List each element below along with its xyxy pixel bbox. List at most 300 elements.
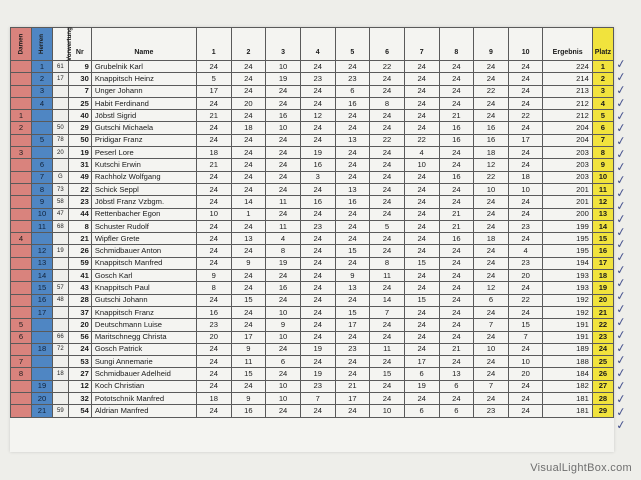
station-1-score-cell: 18 <box>196 393 231 405</box>
name-cell: Schuster Rudolf <box>91 220 196 232</box>
station-10-score-cell: 20 <box>508 270 543 282</box>
vorwertung-cell <box>53 257 69 269</box>
station-9-score-cell: 24 <box>474 356 509 368</box>
vorwertung-cell <box>53 319 69 331</box>
station-4-score-cell: 24 <box>300 85 335 97</box>
station-8-score-cell: 24 <box>439 61 474 73</box>
start-number-cell: 30 <box>68 73 91 85</box>
station-5-score-cell: 15 <box>335 306 370 318</box>
station-3-score-cell: 24 <box>266 270 301 282</box>
ergebnis-cell: 194 <box>543 257 592 269</box>
station-3-score-cell: 24 <box>266 343 301 355</box>
checkmark-icon: ✓ <box>615 146 627 162</box>
name-cell: Knappitsch Manfred <box>91 257 196 269</box>
vorwertung-cell: 57 <box>53 282 69 294</box>
station-3-score-cell: 10 <box>266 306 301 318</box>
station-10-score-cell: 24 <box>508 73 543 85</box>
platz-cell: 27 <box>592 380 613 392</box>
ergebnis-cell: 203 <box>543 171 592 183</box>
station-8-score-cell: 24 <box>439 85 474 97</box>
station-2-score-cell: 24 <box>231 183 266 195</box>
station-10-score-cell: 24 <box>508 61 543 73</box>
station-2-score-cell: 24 <box>231 134 266 146</box>
station-6-score-cell: 24 <box>370 110 405 122</box>
table-row <box>11 356 614 368</box>
ergebnis-cell: 212 <box>543 110 592 122</box>
damen-rank-cell: 4 <box>11 233 32 245</box>
herren-rank-cell <box>32 356 53 368</box>
header-ergebnis: Ergebnis <box>543 28 592 61</box>
station-9-score-cell: 24 <box>474 257 509 269</box>
ergebnis-cell: 182 <box>543 380 592 392</box>
station-4-score-cell: 24 <box>300 282 335 294</box>
start-number-cell: 26 <box>68 245 91 257</box>
station-3-score-cell: 24 <box>266 183 301 195</box>
station-2-score-cell: 24 <box>231 306 266 318</box>
station-2-score-cell: 24 <box>231 282 266 294</box>
station-7-score-cell: 24 <box>404 122 439 134</box>
checkmark-column <box>616 57 640 431</box>
station-1-score-cell: 24 <box>196 183 231 195</box>
station-10-score-cell: 22 <box>508 110 543 122</box>
station-5-score-cell: 9 <box>335 270 370 282</box>
name-cell: Rachholz Wolfgang <box>91 171 196 183</box>
platz-cell: 7 <box>592 134 613 146</box>
station-6-score-cell: 24 <box>370 159 405 171</box>
ergebnis-cell: 195 <box>543 233 592 245</box>
station-10-score-cell: 24 <box>508 97 543 109</box>
checkmark-icon: ✓ <box>615 133 627 149</box>
station-5-score-cell: 24 <box>335 171 370 183</box>
name-cell: Schmidbauer Anton <box>91 245 196 257</box>
station-10-score-cell: 20 <box>508 368 543 380</box>
vorwertung-cell <box>53 306 69 318</box>
vorwertung-cell: 19 <box>53 245 69 257</box>
start-number-cell: 20 <box>68 319 91 331</box>
checkmark-icon: ✓ <box>615 275 627 291</box>
station-3-score-cell: 10 <box>266 122 301 134</box>
vorwertung-cell: 58 <box>53 196 69 208</box>
table-row <box>11 85 614 97</box>
station-8-score-cell: 21 <box>439 208 474 220</box>
herren-rank-cell: 5 <box>32 134 53 146</box>
name-cell: Koch Christian <box>91 380 196 392</box>
station-8-score-cell: 24 <box>439 282 474 294</box>
start-number-cell: 54 <box>68 405 91 417</box>
platz-cell: 19 <box>592 282 613 294</box>
damen-rank-cell: 2 <box>11 122 32 134</box>
station-1-score-cell: 24 <box>196 196 231 208</box>
station-4-score-cell: 24 <box>300 306 335 318</box>
vorwertung-cell <box>53 233 69 245</box>
header-station-6: 6 <box>370 28 405 61</box>
station-9-score-cell: 16 <box>474 122 509 134</box>
header-station-1: 1 <box>196 28 231 61</box>
station-2-score-cell: 16 <box>231 405 266 417</box>
station-3-score-cell: 4 <box>266 233 301 245</box>
station-3-score-cell: 24 <box>266 85 301 97</box>
station-10-score-cell: 24 <box>508 196 543 208</box>
ergebnis-cell: 212 <box>543 97 592 109</box>
station-7-score-cell: 24 <box>404 282 439 294</box>
ergebnis-cell: 201 <box>543 196 592 208</box>
station-4-score-cell: 19 <box>300 368 335 380</box>
station-5-score-cell: 13 <box>335 282 370 294</box>
ergebnis-cell: 193 <box>543 270 592 282</box>
ergebnis-cell: 204 <box>543 122 592 134</box>
station-5-score-cell: 16 <box>335 196 370 208</box>
station-4-score-cell: 24 <box>300 233 335 245</box>
station-2-score-cell: 15 <box>231 368 266 380</box>
vorwertung-cell: 48 <box>53 294 69 306</box>
ergebnis-cell: 191 <box>543 319 592 331</box>
station-1-score-cell: 21 <box>196 110 231 122</box>
station-3-score-cell: 9 <box>266 319 301 331</box>
station-1-score-cell: 5 <box>196 73 231 85</box>
station-3-score-cell: 10 <box>266 393 301 405</box>
header-station-4: 4 <box>300 28 335 61</box>
ergebnis-cell: 201 <box>543 183 592 195</box>
vorwertung-cell: 61 <box>53 61 69 73</box>
station-8-score-cell: 24 <box>439 393 474 405</box>
vorwertung-cell: 59 <box>53 405 69 417</box>
station-3-score-cell: 6 <box>266 356 301 368</box>
station-5-score-cell: 24 <box>335 368 370 380</box>
station-9-score-cell: 24 <box>474 368 509 380</box>
start-number-cell: 12 <box>68 380 91 392</box>
platz-cell: 21 <box>592 306 613 318</box>
checkmark-icon: ✓ <box>615 327 627 343</box>
station-5-score-cell: 24 <box>335 61 370 73</box>
station-10-score-cell: 24 <box>508 380 543 392</box>
station-10-score-cell: 17 <box>508 134 543 146</box>
name-cell: Gutschi Michaela <box>91 122 196 134</box>
ergebnis-cell: 188 <box>543 356 592 368</box>
station-6-score-cell: 7 <box>370 306 405 318</box>
station-2-score-cell: 9 <box>231 257 266 269</box>
name-cell: Jöbstl Franz Vzbgm. <box>91 196 196 208</box>
station-1-score-cell: 17 <box>196 85 231 97</box>
platz-cell: 6 <box>592 122 613 134</box>
ergebnis-cell: 181 <box>543 393 592 405</box>
station-8-score-cell: 24 <box>439 319 474 331</box>
station-7-score-cell: 24 <box>404 61 439 73</box>
damen-rank-cell <box>11 380 32 392</box>
station-8-score-cell: 21 <box>439 343 474 355</box>
station-7-score-cell: 22 <box>404 134 439 146</box>
station-3-score-cell: 24 <box>266 294 301 306</box>
table-row <box>11 282 614 294</box>
station-2-score-cell: 9 <box>231 343 266 355</box>
vorwertung-cell: 68 <box>53 220 69 232</box>
ergebnis-cell: 203 <box>543 147 592 159</box>
name-cell: Maritschnegg Christa <box>91 331 196 343</box>
platz-cell: 16 <box>592 245 613 257</box>
station-9-score-cell: 23 <box>474 405 509 417</box>
station-5-score-cell: 24 <box>335 294 370 306</box>
station-10-score-cell: 24 <box>508 147 543 159</box>
table-row <box>11 306 614 318</box>
station-8-score-cell: 24 <box>439 306 474 318</box>
station-1-score-cell: 9 <box>196 270 231 282</box>
start-number-cell: 56 <box>68 331 91 343</box>
station-9-score-cell: 24 <box>474 245 509 257</box>
station-1-score-cell: 24 <box>196 134 231 146</box>
station-7-score-cell: 24 <box>404 97 439 109</box>
checkmark-icon: ✓ <box>615 378 627 394</box>
station-8-score-cell: 21 <box>439 220 474 232</box>
table-row <box>11 343 614 355</box>
table-row <box>11 257 614 269</box>
start-number-cell: 24 <box>68 343 91 355</box>
herren-rank-cell: 15 <box>32 282 53 294</box>
damen-rank-cell <box>11 97 32 109</box>
name-cell: Gutschi Johann <box>91 294 196 306</box>
vorwertung-cell: 73 <box>53 183 69 195</box>
vorwertung-cell: 47 <box>53 208 69 220</box>
station-3-score-cell: 11 <box>266 220 301 232</box>
station-9-score-cell: 10 <box>474 183 509 195</box>
ergebnis-cell: 191 <box>543 331 592 343</box>
damen-rank-cell <box>11 343 32 355</box>
checkmark-icon: ✓ <box>615 288 627 304</box>
table-row <box>11 61 614 73</box>
herren-rank-cell: 2 <box>32 73 53 85</box>
checkmark-icon: ✓ <box>615 82 627 98</box>
station-8-score-cell: 21 <box>439 110 474 122</box>
station-5-score-cell: 6 <box>335 85 370 97</box>
damen-rank-cell <box>11 196 32 208</box>
station-3-score-cell: 24 <box>266 147 301 159</box>
station-7-score-cell: 24 <box>404 110 439 122</box>
vorwertung-cell: G <box>53 171 69 183</box>
vorwertung-cell <box>53 159 69 171</box>
station-3-score-cell: 24 <box>266 368 301 380</box>
checkmark-icon: ✓ <box>615 107 627 124</box>
station-6-score-cell: 8 <box>370 97 405 109</box>
name-cell: Wipfler Grete <box>91 233 196 245</box>
station-5-score-cell: 24 <box>335 159 370 171</box>
table-row <box>11 122 614 134</box>
start-number-cell: 37 <box>68 306 91 318</box>
start-number-cell: 41 <box>68 270 91 282</box>
start-number-cell: 25 <box>68 97 91 109</box>
vorwertung-cell: 50 <box>53 122 69 134</box>
station-1-score-cell: 24 <box>196 368 231 380</box>
station-7-score-cell: 24 <box>404 233 439 245</box>
station-4-score-cell: 24 <box>300 257 335 269</box>
station-7-score-cell: 4 <box>404 147 439 159</box>
table-row <box>11 405 614 417</box>
station-2-score-cell: 1 <box>231 208 266 220</box>
station-1-score-cell: 24 <box>196 97 231 109</box>
herren-rank-cell: 16 <box>32 294 53 306</box>
ergebnis-cell: 214 <box>543 73 592 85</box>
station-8-score-cell: 24 <box>439 331 474 343</box>
station-5-score-cell: 21 <box>335 380 370 392</box>
station-8-score-cell: 24 <box>439 356 474 368</box>
herren-rank-cell <box>32 319 53 331</box>
station-4-score-cell: 24 <box>300 294 335 306</box>
name-cell: Gosch Patrick <box>91 343 196 355</box>
station-5-score-cell: 24 <box>335 147 370 159</box>
platz-cell: 4 <box>592 97 613 109</box>
station-2-score-cell: 9 <box>231 393 266 405</box>
station-6-score-cell: 24 <box>370 147 405 159</box>
name-cell: Schmidbauer Adelheid <box>91 368 196 380</box>
station-3-score-cell: 24 <box>266 159 301 171</box>
ergebnis-cell: 199 <box>543 220 592 232</box>
platz-cell: 10 <box>592 171 613 183</box>
station-8-score-cell: 16 <box>439 122 474 134</box>
table-row <box>11 233 614 245</box>
start-number-cell: 27 <box>68 368 91 380</box>
checkmark-icon: ✓ <box>615 417 627 433</box>
vorwertung-cell: 66 <box>53 331 69 343</box>
station-1-score-cell: 10 <box>196 208 231 220</box>
header-station-10: 10 <box>508 28 543 61</box>
header-vorwertung: Vorwertung <box>53 28 69 61</box>
start-number-cell: 8 <box>68 220 91 232</box>
station-10-score-cell: 24 <box>508 233 543 245</box>
platz-cell: 17 <box>592 257 613 269</box>
station-3-score-cell: 24 <box>266 171 301 183</box>
name-cell: Knappitsch Franz <box>91 306 196 318</box>
vorwertung-cell <box>53 380 69 392</box>
station-7-score-cell: 24 <box>404 73 439 85</box>
start-number-cell: 49 <box>68 171 91 183</box>
station-7-score-cell: 6 <box>404 368 439 380</box>
station-10-score-cell: 10 <box>508 183 543 195</box>
name-cell: Peserl Lore <box>91 147 196 159</box>
station-6-score-cell: 24 <box>370 319 405 331</box>
station-9-score-cell: 24 <box>474 110 509 122</box>
header-herren: Herren <box>32 28 53 61</box>
station-6-score-cell: 24 <box>370 183 405 195</box>
ergebnis-cell: 184 <box>543 368 592 380</box>
station-6-score-cell: 24 <box>370 331 405 343</box>
herren-rank-cell: 11 <box>32 220 53 232</box>
ergebnis-cell: 204 <box>543 134 592 146</box>
ergebnis-cell: 193 <box>543 282 592 294</box>
header-station-9: 9 <box>474 28 509 61</box>
herren-rank-cell <box>32 122 53 134</box>
checkmark-icon: ✓ <box>615 236 627 253</box>
checkmark-icon: ✓ <box>615 56 627 72</box>
vorwertung-cell <box>53 270 69 282</box>
station-2-score-cell: 24 <box>231 61 266 73</box>
station-8-score-cell: 24 <box>439 159 474 171</box>
header-station-3: 3 <box>266 28 301 61</box>
checkmark-icon: ✓ <box>615 404 627 420</box>
checkmark-icon: ✓ <box>615 391 627 407</box>
name-cell: Knappitsch Paul <box>91 282 196 294</box>
vorwertung-cell <box>53 110 69 122</box>
results-table <box>10 27 614 418</box>
checkmark-icon: ✓ <box>615 339 627 356</box>
herren-rank-cell: 6 <box>32 159 53 171</box>
station-9-score-cell: 24 <box>474 61 509 73</box>
damen-rank-cell <box>11 306 32 318</box>
watermark: VisualLightBox.com <box>530 462 632 474</box>
herren-rank-cell <box>32 147 53 159</box>
name-cell: Jöbstl Sigrid <box>91 110 196 122</box>
station-9-score-cell: 12 <box>474 282 509 294</box>
station-4-score-cell: 16 <box>300 159 335 171</box>
station-5-score-cell: 23 <box>335 343 370 355</box>
table-row <box>11 171 614 183</box>
platz-cell: 11 <box>592 183 613 195</box>
station-6-score-cell: 24 <box>370 282 405 294</box>
station-4-score-cell: 24 <box>300 245 335 257</box>
station-5-score-cell: 24 <box>335 257 370 269</box>
station-6-score-cell: 24 <box>370 73 405 85</box>
station-2-score-cell: 20 <box>231 97 266 109</box>
station-6-score-cell: 14 <box>370 294 405 306</box>
station-6-score-cell: 11 <box>370 343 405 355</box>
station-5-score-cell: 17 <box>335 319 370 331</box>
station-4-score-cell: 23 <box>300 73 335 85</box>
station-3-score-cell: 16 <box>266 282 301 294</box>
station-2-score-cell: 18 <box>231 122 266 134</box>
results-sheet <box>10 27 614 452</box>
station-6-score-cell: 24 <box>370 393 405 405</box>
station-1-score-cell: 24 <box>196 171 231 183</box>
platz-cell: 25 <box>592 356 613 368</box>
station-9-score-cell: 12 <box>474 159 509 171</box>
start-number-cell: 53 <box>68 356 91 368</box>
platz-cell: 18 <box>592 270 613 282</box>
damen-rank-cell <box>11 393 32 405</box>
station-7-score-cell: 24 <box>404 196 439 208</box>
station-10-score-cell: 23 <box>508 220 543 232</box>
platz-cell: 2 <box>592 73 613 85</box>
ergebnis-cell: 189 <box>543 343 592 355</box>
station-6-score-cell: 24 <box>370 356 405 368</box>
station-2-score-cell: 24 <box>231 85 266 97</box>
station-3-score-cell: 24 <box>266 405 301 417</box>
station-5-score-cell: 24 <box>335 220 370 232</box>
station-2-score-cell: 24 <box>231 147 266 159</box>
station-4-score-cell: 23 <box>300 220 335 232</box>
table-row <box>11 245 614 257</box>
station-2-score-cell: 14 <box>231 196 266 208</box>
damen-rank-cell <box>11 159 32 171</box>
damen-rank-cell: 6 <box>11 331 32 343</box>
damen-rank-cell: 7 <box>11 356 32 368</box>
station-1-score-cell: 24 <box>196 343 231 355</box>
table-row <box>11 393 614 405</box>
damen-rank-cell: 5 <box>11 319 32 331</box>
station-7-score-cell: 24 <box>404 85 439 97</box>
station-5-score-cell: 13 <box>335 183 370 195</box>
table-row <box>11 294 614 306</box>
results-body <box>11 61 614 418</box>
station-8-score-cell: 24 <box>439 147 474 159</box>
station-2-score-cell: 24 <box>231 220 266 232</box>
ergebnis-cell: 213 <box>543 85 592 97</box>
checkmark-icon: ✓ <box>615 159 627 175</box>
station-9-score-cell: 24 <box>474 73 509 85</box>
header-station-2: 2 <box>231 28 266 61</box>
station-6-score-cell: 22 <box>370 134 405 146</box>
station-10-score-cell: 23 <box>508 257 543 269</box>
station-2-score-cell: 24 <box>231 159 266 171</box>
station-1-score-cell: 24 <box>196 245 231 257</box>
station-10-score-cell: 10 <box>508 356 543 368</box>
station-9-score-cell: 18 <box>474 147 509 159</box>
table-row <box>11 380 614 392</box>
